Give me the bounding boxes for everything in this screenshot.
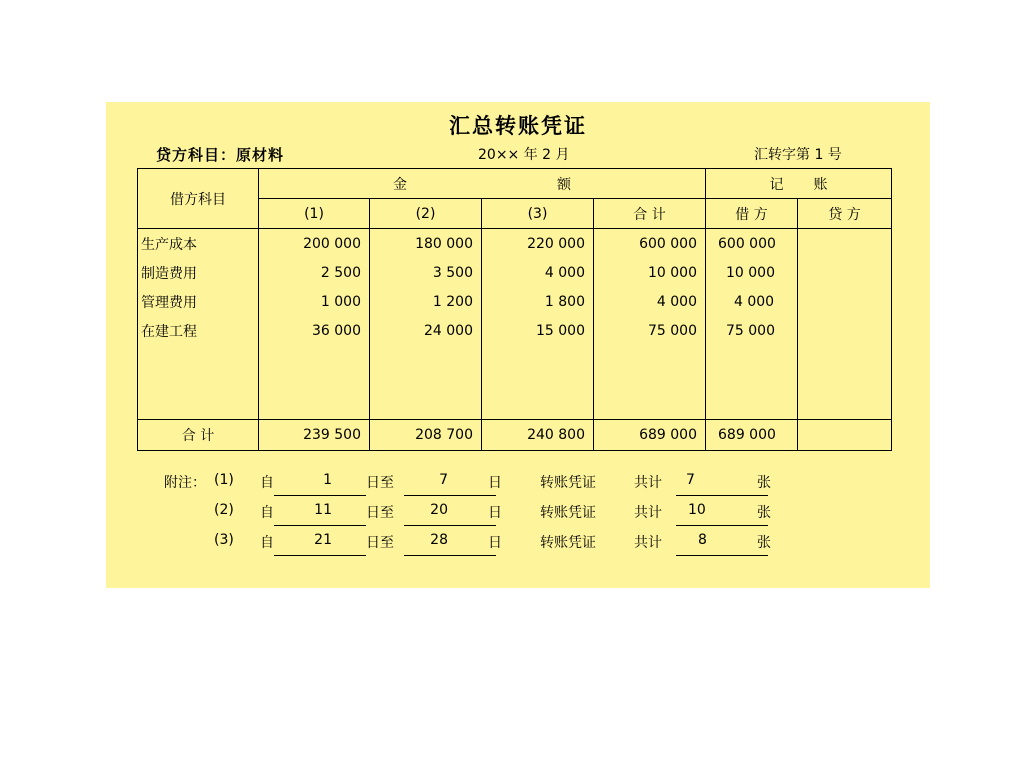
- subheader-col-3: (3): [482, 199, 594, 229]
- row-c1: 1 000: [259, 287, 370, 316]
- note-word-voucher: 转账凭证: [540, 505, 596, 521]
- voucher-number: 汇转字第 1 号: [754, 147, 842, 163]
- note-label: (1): [214, 472, 234, 488]
- note-word-sheets: 张: [757, 535, 771, 551]
- note-word-day: 日: [488, 535, 502, 551]
- row-account: 制造费用: [138, 258, 259, 287]
- notes-prefix: 附注：: [164, 475, 206, 491]
- note-word-sheets: 张: [757, 505, 771, 521]
- total-label: 合 计: [138, 420, 259, 451]
- row-credit: [798, 229, 892, 259]
- row-debit: 10 000: [706, 258, 798, 287]
- total-credit: [798, 420, 892, 451]
- total-c3: 240 800: [482, 420, 594, 451]
- total-debit: 689 000: [706, 420, 798, 451]
- note-count: 10: [676, 498, 768, 526]
- note-word-day-to: 日至: [366, 535, 394, 551]
- note-word-from: 自: [260, 475, 274, 491]
- subheader-credit: 贷 方: [798, 199, 892, 229]
- table-row: [138, 316, 892, 345]
- row-account: 管理费用: [138, 287, 259, 316]
- table-row: [138, 287, 892, 316]
- header-debit-account: 借方科目: [138, 169, 259, 229]
- notes-section: [156, 468, 896, 558]
- note-word-total: 共计: [634, 505, 662, 521]
- note-to-day: 20: [404, 498, 496, 526]
- table-row: [138, 258, 892, 287]
- header-posting-left: 记: [769, 176, 784, 193]
- note-from-day: 21: [274, 528, 366, 556]
- voucher-date: 20×× 年 2 月: [478, 147, 570, 163]
- note-count: 8: [676, 528, 768, 556]
- summary-table: [137, 168, 892, 451]
- subheader-debit: 借 方: [706, 199, 798, 229]
- note-row: [156, 528, 896, 558]
- row-c1: 36 000: [259, 316, 370, 345]
- row-c2: 3 500: [370, 258, 482, 287]
- note-from-day: 11: [274, 498, 366, 526]
- note-word-sheets: 张: [757, 475, 771, 491]
- row-c3: 220 000: [482, 229, 594, 259]
- row-account: 生产成本: [138, 229, 259, 259]
- table-row: [138, 229, 892, 259]
- note-count: 7: [676, 468, 768, 496]
- note-word-day-to: 日至: [366, 505, 394, 521]
- row-total: 4 000: [594, 287, 706, 316]
- row-c2: 180 000: [370, 229, 482, 259]
- row-debit: 4 000: [706, 287, 798, 316]
- note-word-voucher: 转账凭证: [540, 475, 596, 491]
- voucher-form: [106, 102, 930, 588]
- row-credit: [798, 287, 892, 316]
- row-debit: 75 000: [706, 316, 798, 345]
- total-c1: 239 500: [259, 420, 370, 451]
- note-word-from: 自: [260, 535, 274, 551]
- note-word-day-to: 日至: [366, 475, 394, 491]
- total-total: 689 000: [594, 420, 706, 451]
- note-to-day: 7: [404, 468, 496, 496]
- note-word-voucher: 转账凭证: [540, 535, 596, 551]
- voucher-title: 汇总转账凭证: [449, 114, 587, 138]
- table-blank-row: [138, 345, 892, 420]
- row-total: 600 000: [594, 229, 706, 259]
- table-header-row: [138, 169, 892, 199]
- row-total: 75 000: [594, 316, 706, 345]
- note-label: (3): [214, 532, 234, 548]
- row-total: 10 000: [594, 258, 706, 287]
- header-posting: [706, 169, 892, 199]
- credit-account: 贷方科目：原材料: [156, 146, 285, 164]
- subheader-col-1: (1): [259, 199, 370, 229]
- row-c2: 1 200: [370, 287, 482, 316]
- row-credit: [798, 258, 892, 287]
- subheader-col-2: (2): [370, 199, 482, 229]
- row-debit: 600 000: [706, 229, 798, 259]
- row-account: 在建工程: [138, 316, 259, 345]
- note-word-day: 日: [488, 475, 502, 491]
- note-word-total: 共计: [634, 535, 662, 551]
- note-label: (2): [214, 502, 234, 518]
- header-amount-left: 金: [393, 176, 407, 193]
- row-c1: 200 000: [259, 229, 370, 259]
- row-c2: 24 000: [370, 316, 482, 345]
- table-total-row: [138, 420, 892, 451]
- header-posting-right: 账: [813, 176, 828, 193]
- note-row: [156, 468, 896, 498]
- header-amount-right: 额: [557, 176, 571, 193]
- note-to-day: 28: [404, 528, 496, 556]
- subheader-total: 合 计: [594, 199, 706, 229]
- note-from-day: 1: [274, 468, 366, 496]
- row-credit: [798, 316, 892, 345]
- note-word-from: 自: [260, 505, 274, 521]
- row-c3: 4 000: [482, 258, 594, 287]
- note-word-day: 日: [488, 505, 502, 521]
- note-word-total: 共计: [634, 475, 662, 491]
- row-c3: 15 000: [482, 316, 594, 345]
- row-c3: 1 800: [482, 287, 594, 316]
- note-row: [156, 498, 896, 528]
- total-c2: 208 700: [370, 420, 482, 451]
- header-amount: [259, 169, 706, 199]
- row-c1: 2 500: [259, 258, 370, 287]
